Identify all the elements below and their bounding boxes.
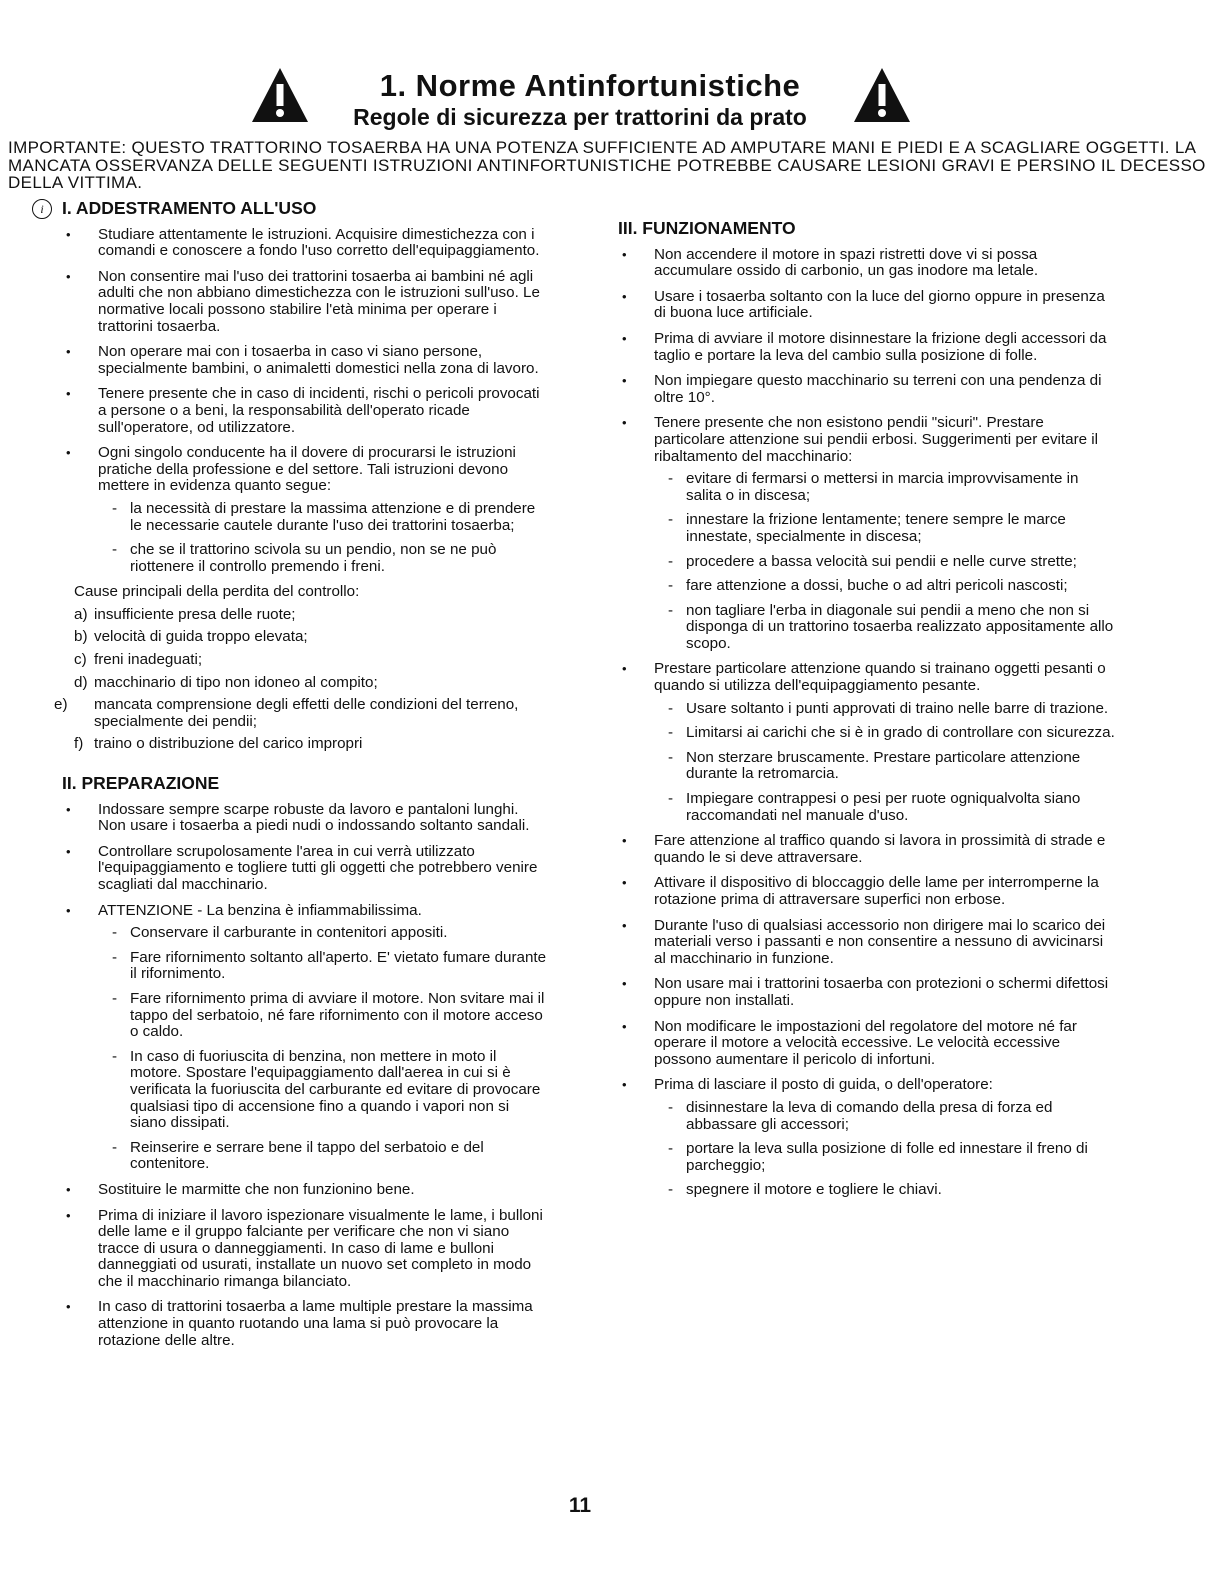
page-header — [0, 58, 1221, 138]
left-column — [40, 198, 548, 1358]
info-icon: i — [32, 199, 52, 219]
sub-item: - la necessità di prestare la massima attenzione e di prendere le necessarie cautele durante l'uso dei trattorini tosaerba; — [98, 501, 548, 534]
list-item: • Fare attenzione al traffico quando si lavora in prossimità di strade e quando le si deve attraversare. — [618, 833, 1118, 866]
sub-item: - fare attenzione a dossi, buche o ad altri pericoli nascosti; — [654, 578, 1118, 595]
list-item: • Non impiegare questo macchinario su terreni con una pendenza di oltre 10°. — [618, 373, 1118, 406]
causes-title: Cause principali della perdita del controllo: — [74, 583, 360, 601]
sub-item: - Usare soltanto i punti approvati di traino nelle barre di trazione. — [654, 701, 1118, 718]
sub-item: - Fare rifornimento prima di avviare il motore. Non svitare mai il tappo del serbatoio, né fare rifornimento con il motore acceso o caldo. — [98, 991, 548, 1041]
list-item: • ATTENZIONE - La benzina è infiammabilissima. - Conservare il carburante in contenitori appositi. - Fare rifornimento soltanto all'aperto. E' vietato fumare durante il rifornimento. - Fare rifornimento prima di avviare il motore. Non svitare mai il tappo del serbatoio, né fare rifornimento con il motore acceso o caldo. - In caso di fuoriuscita di benzina, non mettere in moto il motore. Spostare l'equipaggiamento dall'aerea in cui si è verificata la fuoriuscita del carburante ed evitare di provocare qualsiasi tipo di accensione fino a quando i vapori non si siano dissipati. - Reinserire e serrare bene il tappo del serbatoio e del contenitore. — [62, 903, 548, 1173]
page-title: 1. Norme Antinfortunistiche — [379, 68, 801, 103]
training-list — [62, 227, 548, 576]
page-subtitle: Regole di sicurezza per trattorini da prato — [353, 104, 807, 130]
sub-item: - che se il trattorino scivola su un pendio, non se ne può riottenere il controllo premendo i freni. — [98, 542, 548, 575]
sub-item: - disinnestare la leva di comando della presa di forza ed abbassare gli accessori; — [654, 1100, 1118, 1133]
section-heading-preparation: II. PREPARAZIONE — [62, 773, 220, 794]
preparation-list — [62, 802, 548, 1350]
sub-item: - evitare di fermarsi o mettersi in marcia improvvisamente in salita o in discesa; — [654, 471, 1118, 504]
list-item: • Prestare particolare attenzione quando si trainano oggetti pesanti o quando si utilizza dell'equipaggiamento pesante. - Usare soltanto i punti approvati di traino nelle barre di trazione. - Limitarsi ai carichi che si è in grado di controllare con sicurezza. - Non sterzare bruscamente. Prestare particolare attenzione durante la retromarcia. - Impiegare contrappesi o pesi per ruote ogniqualvolta siano raccomandati nel manuale d'uso. — [618, 661, 1118, 824]
sub-item: - Non sterzare bruscamente. Prestare particolare attenzione durante la retromarcia. — [654, 750, 1118, 783]
list-item: • Prima di avviare il motore disinnestare la frizione degli accessori da taglio e portare la leva del cambio sulla posizione di folle. — [618, 331, 1118, 364]
list-item: • Non consentire mai l'uso dei trattorini tosaerba ai bambini né agli adulti che non abbiano dimestichezza con le istruzioni sull'uso. Le normative locali possono stabilire l'età minima per operare i trattorini tosaerba. — [62, 269, 548, 335]
sub-item: - Impiegare contrappesi o pesi per ruote ogniqualvolta siano raccomandati nel manuale d'uso. — [654, 791, 1118, 824]
list-item: • Ogni singolo conducente ha il dovere di procurarsi le istruzioni pratiche della professione e del settore. Tali istruzioni devono mettere in evidenza quanto segue: - la necessità di prestare la massima attenzione e di prendere le necessarie cautele durante l'uso dei trattorini tosaerba; - che se il trattorino scivola su un pendio, non se ne può riottenere il controllo premendo i freni. — [62, 445, 548, 575]
operation-list — [618, 247, 1118, 1199]
list-item: • Tenere presente che non esistono pendii "sicuri". Prestare particolare attenzione sui pendii erbosi. Suggerimenti per evitare il ribaltamento del macchinario: - evitare di fermarsi o mettersi in marcia improvvisamente in salita o in discesa; - innestare la frizione lentamente; tenere sempre le marce innestate, specialmente in discesa; - procedere a bassa velocità sui pendii e nelle curve strette; - fare attenzione a dossi, buche o ad altri pericoli nascosti; - non tagliare l'erba in diagonale sui pendii a meno che non si disponga di un trattorino tosaerba realizzato appositamente allo scopo. — [618, 415, 1118, 652]
cause-item: b) velocità di guida troppo elevata; — [74, 628, 308, 646]
list-item: • Non operare mai con i tosaerba in caso vi siano persone, specialmente bambini, o animaletti domestici nella zona di lavoro. — [62, 344, 548, 377]
cause-item: c) freni inadeguati; — [74, 651, 203, 669]
list-item: • Prima di iniziare il lavoro ispezionare visualmente le lame, i bulloni delle lame e il gruppo falciante per verificare che non vi siano tracce di usura o danneggiamenti. In caso di lame e bulloni danneggiati od usurati, installate un nuovo set completo in modo che il macchinario rimanga bilanciato. — [62, 1208, 548, 1291]
sub-list — [654, 471, 1118, 652]
sub-item: - procedere a bassa velocità sui pendii e nelle curve strette; — [654, 554, 1118, 571]
list-item: • Attivare il dispositivo di bloccaggio delle lame per interromperne la rotazione prima di attraversare superfici non erbose. — [618, 875, 1118, 908]
sub-item: - non tagliare l'erba in diagonale sui pendii a meno che non si disponga di un trattorino tosaerba realizzato appositamente allo scopo. — [654, 603, 1118, 653]
sub-list — [98, 925, 548, 1173]
list-item: • Usare i tosaerba soltanto con la luce del giorno oppure in presenza di buona luce artificiale. — [618, 289, 1118, 322]
sub-item: - In caso di fuoriuscita di benzina, non mettere in moto il motore. Spostare l'equipaggiamento dall'aerea in cui si è verificata la fuoriuscita del carburante ed evitare di provocare qualsiasi tipo di accensione fino a quando i vapori non si siano dissipati. — [98, 1049, 548, 1132]
section-heading-operation: III. FUNZIONAMENTO — [618, 218, 796, 238]
list-item: • Non usare mai i trattorini tosaerba con protezioni o schermi difettosi oppure non installati. — [618, 976, 1118, 1009]
list-item: • Prima di lasciare il posto di guida, o dell'operatore: - disinnestare la leva di comando della presa di forza ed abbassare gli accessori; - portare la leva sulla posizione di folle ed innestare il freno di parcheggio; - spegnere il motore e togliere le chiavi. — [618, 1077, 1118, 1199]
list-item: • Indossare sempre scarpe robuste da lavoro e pantaloni lunghi. Non usare i tosaerba a piedi nudi o indossando soltanto sandali. — [62, 802, 548, 835]
sub-list — [98, 501, 548, 575]
sub-list — [654, 1100, 1118, 1199]
cause-item: f) traino o distribuzione del carico impropri — [74, 735, 363, 753]
sub-item: - innestare la frizione lentamente; tenere sempre le marce innestate, specialmente in discesa; — [654, 512, 1118, 545]
warning-icon — [250, 66, 310, 124]
important-notice: IMPORTANTE: QUESTO TRATTORINO TOSAERBA HA UNA POTENZA SUFFICIENTE AD AMPUTARE MANI E PIEDI E A SCAGLIARE OGGETTI. LA MANCATA OSSERVANZA DELLE SEGUENTI ISTRUZIONI ANTINFORTUNISTICHE POTREBBE CAUSARE LESIONI GRAVI E PERSINO IL DECESSO DELLA VITTIMA. — [8, 138, 1206, 192]
sub-list — [654, 701, 1118, 825]
list-item: • Studiare attentamente le istruzioni. Acquisire dimestichezza con i comandi e conoscere a fondo l'uso corretto dell'equipaggiamento. — [62, 227, 548, 260]
sub-item: - Conservare il carburante in contenitori appositi. — [98, 925, 548, 942]
list-item: • Non accendere il motore in spazi ristretti dove vi si possa accumulare ossido di carbonio, un gas inodore ma letale. — [618, 247, 1118, 280]
sub-item: - Reinserire e serrare bene il tappo del serbatoio e del contenitore. — [98, 1140, 548, 1173]
sub-item: - spegnere il motore e togliere le chiavi. — [654, 1182, 1118, 1199]
right-column — [618, 220, 1118, 1208]
list-item: • Durante l'uso di qualsiasi accessorio non dirigere mai lo scarico dei materiali verso i passanti e non consentire a nessuno di avvicinarsi al macchinario in funzione. — [618, 918, 1118, 968]
list-item: • Tenere presente che in caso di incidenti, rischi o pericoli provocati a persone o a beni, la responsabilità dell'operato ricade sull'operatore, od utilizzatore. — [62, 386, 548, 436]
section-heading-training: i I. ADDESTRAMENTO ALL'USO — [62, 200, 548, 217]
sub-item: - Limitarsi ai carichi che si è in grado di controllare con sicurezza. — [654, 725, 1118, 742]
list-item: • Non modificare le impostazioni del regolatore del motore né far operare il motore a velocità eccessive. Le velocità eccessive possono aumentare il pericolo di infortuni. — [618, 1019, 1118, 1069]
sub-item: - portare la leva sulla posizione di folle ed innestare il freno di parcheggio; — [654, 1141, 1118, 1174]
cause-item: d) macchinario di tipo non idoneo al compito; — [74, 673, 378, 691]
list-item: • In caso di trattorini tosaerba a lame multiple prestare la massima attenzione in quanto ruotando una lama si può provocare la rotazione delle altre. — [62, 1299, 548, 1349]
warning-icon — [852, 66, 912, 124]
cause-item: a) insufficiente presa delle ruote; — [74, 605, 296, 623]
sub-item: - Fare rifornimento soltanto all'aperto. E' vietato fumare durante il rifornimento. — [98, 950, 548, 983]
page-number: 11 — [568, 1494, 592, 1517]
list-item: • Sostituire le marmitte che non funzionino bene. — [62, 1182, 548, 1199]
list-item: • Controllare scrupolosamente l'area in cui verrà utilizzato l'equipaggiamento e togliere tutti gli oggetti che potrebbero venire scagliati dal macchinario. — [62, 844, 548, 894]
cause-item: e) mancata comprensione degli effetti delle condizioni del terreno, specialmente dei pendii; — [54, 696, 519, 730]
